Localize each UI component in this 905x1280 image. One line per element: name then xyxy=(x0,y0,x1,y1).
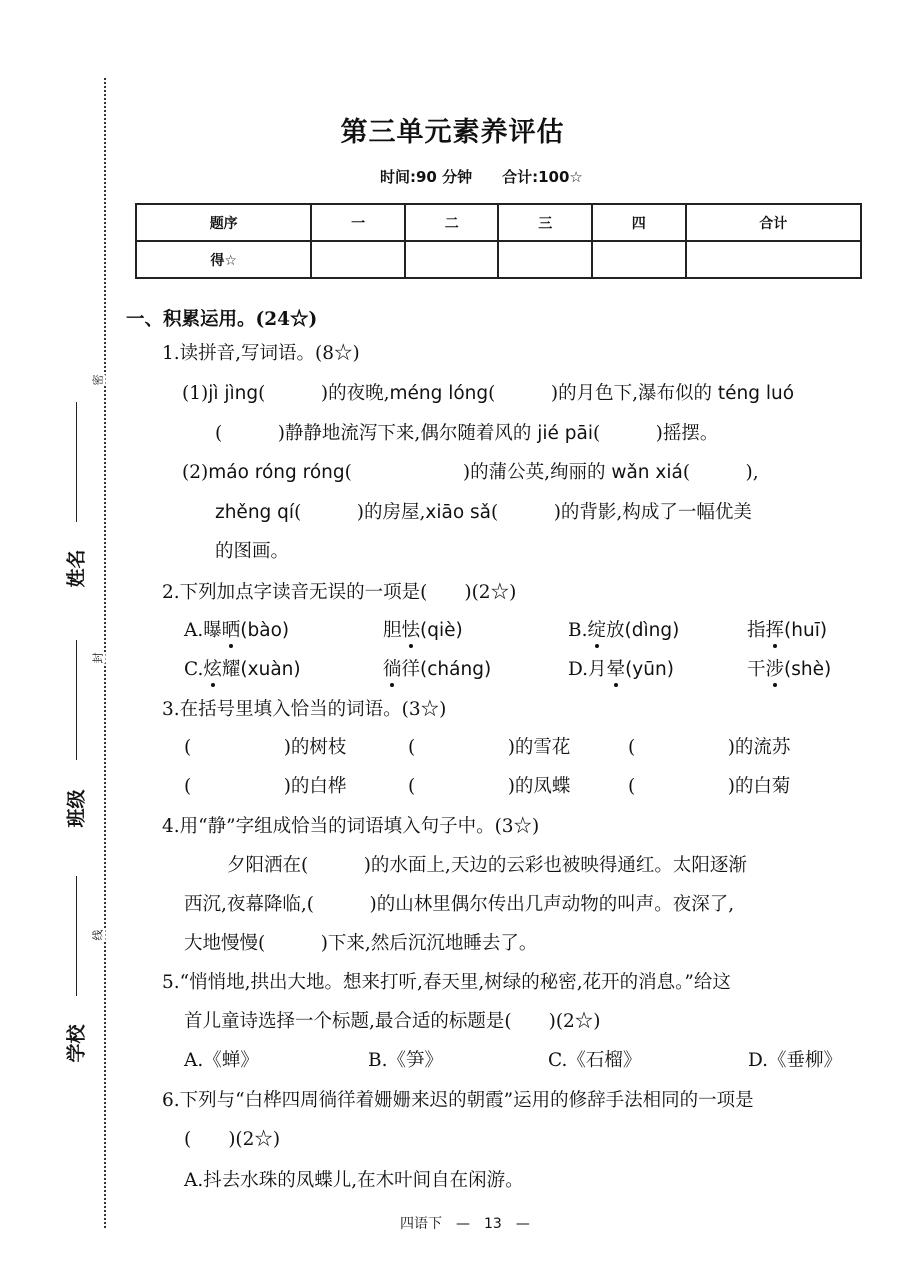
q5-option-d[interactable]: D.《垂柳》 xyxy=(748,1050,843,1071)
school-write-line[interactable] xyxy=(76,876,77,996)
q6-line-2: ( )(2☆) xyxy=(184,1129,281,1150)
q1-line-3: (2)máo róng róng( )的蒲公英,绚丽的 wǎn xiá( ), xyxy=(182,462,759,483)
q5-option-b[interactable]: B.《笋》 xyxy=(368,1050,443,1071)
score-cell-total[interactable] xyxy=(686,241,861,278)
name-write-line[interactable] xyxy=(76,402,77,522)
q3-blank-3[interactable]: ( )的流苏 xyxy=(628,737,791,758)
name-label: 姓名 xyxy=(65,549,88,588)
q3-title: 3.在括号里填入恰当的词语。(3☆) xyxy=(162,699,447,720)
q5-option-a[interactable]: A.《蝉》 xyxy=(184,1050,259,1071)
q4-line-2: 西沉,夜幕降临,( )的山林里偶尔传出几声动物的叫声。夜深了, xyxy=(184,894,735,915)
q4-line-1: 夕阳洒在( )的水面上,天边的云彩也被映得通红。太阳逐渐 xyxy=(227,855,747,876)
q1-line-4: zhěng qí( )的房屋,xiāo sǎ( )的背影,构成了一幅优美 xyxy=(215,502,752,523)
q2-option-c[interactable]: C.炫耀(xuàn) xyxy=(184,659,301,680)
class-label: 班级 xyxy=(65,789,88,828)
class-write-line[interactable] xyxy=(76,640,77,760)
q2-option-d[interactable]: D.月晕(yūn) xyxy=(568,659,674,680)
q3-blank-4[interactable]: ( )的白桦 xyxy=(184,776,347,797)
q2-option-b-word2: 指挥(huī) xyxy=(747,620,828,641)
q6-line-1: 6.下列与“白桦四周徜徉着姗姗来迟的朝霞”运用的修辞手法相同的一项是 xyxy=(162,1090,754,1111)
q4-line-3: 大地慢慢( )下来,然后沉沉地睡去了。 xyxy=(184,933,538,954)
q3-blank-5[interactable]: ( )的凤蝶 xyxy=(408,776,571,797)
score-header-cell: 四 xyxy=(592,204,686,241)
section-1-title: 一、积累运用。(24☆) xyxy=(126,309,318,330)
seal-mark-feng: 封 xyxy=(91,652,105,664)
score-table xyxy=(135,203,862,279)
score-table-score-row xyxy=(136,241,861,278)
score-cell-2[interactable] xyxy=(405,241,499,278)
q5-option-c[interactable]: C.《石榴》 xyxy=(548,1050,642,1071)
score-cell-3[interactable] xyxy=(498,241,592,278)
score-cell-4[interactable] xyxy=(592,241,686,278)
q2-option-a-word2: 胆怯(qiè) xyxy=(383,620,463,641)
seal-mark-xian: 线 xyxy=(91,929,105,941)
q2-option-d-word2: 干涉(shè) xyxy=(747,659,832,680)
score-header-cell: 一 xyxy=(311,204,405,241)
score-row-label: 得☆ xyxy=(136,241,311,278)
q4-title: 4.用“静”字组成恰当的词语填入句子中。(3☆) xyxy=(162,816,540,837)
q2-option-b[interactable]: B.绽放(dìng) xyxy=(568,620,680,641)
score-header-cell: 合计 xyxy=(686,204,861,241)
q3-blank-6[interactable]: ( )的白菊 xyxy=(628,776,791,797)
q1-title: 1.读拼音,写词语。(8☆) xyxy=(162,343,360,364)
score-header-cell: 题序 xyxy=(136,204,311,241)
score-table-header-row xyxy=(136,204,861,241)
q2-option-c-word2: 徜徉(cháng) xyxy=(383,659,492,680)
q1-line-1: (1)jì jìng( )的夜晚,méng lóng( )的月色下,瀑布似的 téng luó xyxy=(182,383,795,404)
q6-option-a[interactable]: A.抖去水珠的凤蝶儿,在木叶间自在闲游。 xyxy=(184,1170,524,1191)
q1-line-2: ( )静静地流泻下来,偶尔随着风的 jié pāi( )摇摆。 xyxy=(215,423,719,444)
q5-line-1: 5.“悄悄地,拱出大地。想来打听,春天里,树绿的秘密,花开的消息。”给这 xyxy=(162,972,731,993)
q5-line-2: 首儿童诗选择一个标题,最合适的标题是( )(2☆) xyxy=(184,1011,601,1032)
q3-blank-2[interactable]: ( )的雪花 xyxy=(408,737,571,758)
page-title: 第三单元素养评估 xyxy=(340,117,565,148)
score-header-cell: 三 xyxy=(498,204,592,241)
seal-mark-mi: 密 xyxy=(91,374,105,386)
school-label: 学校 xyxy=(65,1024,88,1063)
q2-title: 2.下列加点字读音无误的一项是( )(2☆) xyxy=(162,582,517,603)
score-cell-1[interactable] xyxy=(311,241,405,278)
q2-option-a[interactable]: A.曝晒(bào) xyxy=(184,620,290,641)
exam-time-total: 时间:90 分钟 合计:100☆ xyxy=(380,168,583,186)
page-number: 四语下 — 13 — xyxy=(400,1216,530,1232)
score-header-cell: 二 xyxy=(405,204,499,241)
q3-blank-1[interactable]: ( )的树枝 xyxy=(184,737,347,758)
q1-line-5: 的图画。 xyxy=(215,541,290,562)
